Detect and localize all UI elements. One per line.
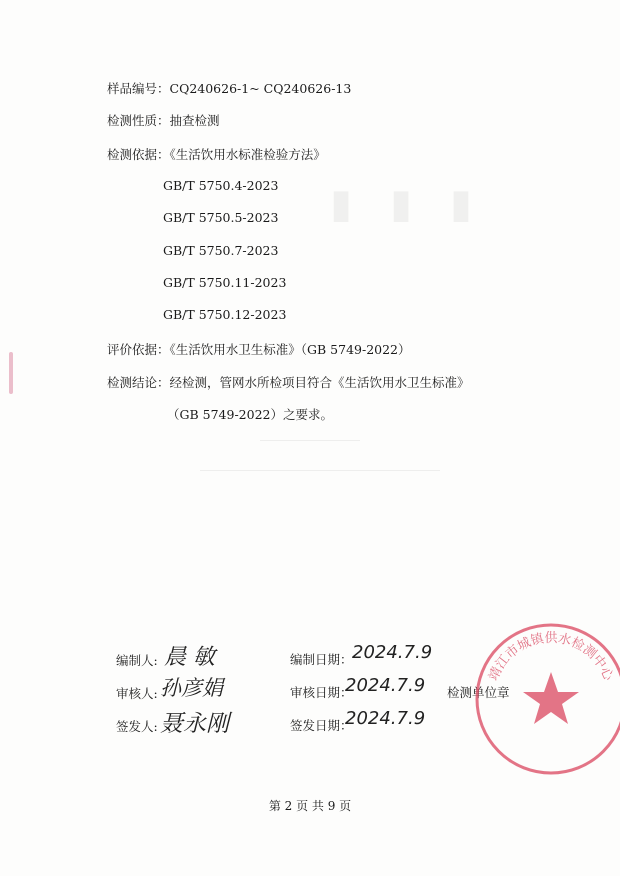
inspection-basis-label: 检测依据： — [107, 147, 170, 162]
reviewer-signature: 孙彦娟 — [160, 676, 223, 700]
evaluation-basis-value: 《生活饮用水卫生标准》（GB 5749-2022） — [169, 342, 411, 357]
sample-number-value: CQ240626-1~ CQ240626-13 — [169, 81, 352, 96]
issuer-label: 签发人: — [116, 719, 158, 734]
seal-star-icon — [523, 672, 579, 724]
official-seal — [472, 620, 620, 778]
binding-edge-mark — [9, 352, 13, 394]
inspection-basis-row — [107, 145, 326, 163]
standard-item: GB/T 5750.5-2023 — [163, 210, 279, 225]
bleed-through-shadow: ▮ ▮ ▮ — [330, 180, 484, 227]
standard-item: GB/T 5750.4-2023 — [163, 178, 279, 193]
conclusion-text-continued: （GB 5749-2022）之要求。 — [167, 407, 333, 422]
bleed-through-line — [260, 440, 360, 441]
conclusion-row — [107, 373, 470, 391]
evaluation-basis-row — [107, 340, 411, 358]
review-date-label: 审核日期： — [290, 685, 353, 700]
inspection-nature-row — [107, 111, 220, 129]
unit-seal-label: 检测单位章 — [447, 685, 510, 700]
page-number: 第 2 页 共 9 页 — [268, 799, 352, 813]
reviewer-label: 审核人: — [116, 686, 158, 701]
sample-number-label: 样品编号： — [107, 81, 170, 96]
inspection-nature-label: 检测性质： — [107, 113, 170, 128]
compiler-signature: 晨 敏 — [164, 645, 215, 670]
compile-date: 2024.7.9 — [352, 642, 433, 663]
inspection-nature-value: 抽查检测 — [169, 113, 220, 128]
issuer-signature: 聂永刚 — [160, 711, 229, 737]
bleed-through-line — [200, 470, 440, 471]
conclusion-label: 检测结论： — [107, 375, 170, 390]
compile-date-label: 编制日期： — [290, 652, 353, 667]
issue-date: 2024.7.9 — [345, 708, 426, 729]
seal-text: 靖江市城镇供水检测中心 — [486, 631, 616, 683]
evaluation-basis-label: 评价依据： — [107, 342, 170, 357]
standard-item: GB/T 5750.7-2023 — [163, 243, 279, 258]
conclusion-text: 经检测，管网水所检项目符合《生活饮用水卫生标准》 — [169, 375, 470, 390]
standard-item: GB/T 5750.11-2023 — [163, 275, 287, 290]
review-date: 2024.7.9 — [345, 675, 426, 696]
standard-item: GB/T 5750.12-2023 — [163, 307, 287, 322]
issue-date-label: 签发日期： — [290, 718, 353, 733]
inspection-basis-value: 《生活饮用水标准检验方法》 — [169, 147, 326, 162]
sample-number-row — [107, 79, 351, 97]
compiler-label: 编制人: — [116, 653, 158, 668]
